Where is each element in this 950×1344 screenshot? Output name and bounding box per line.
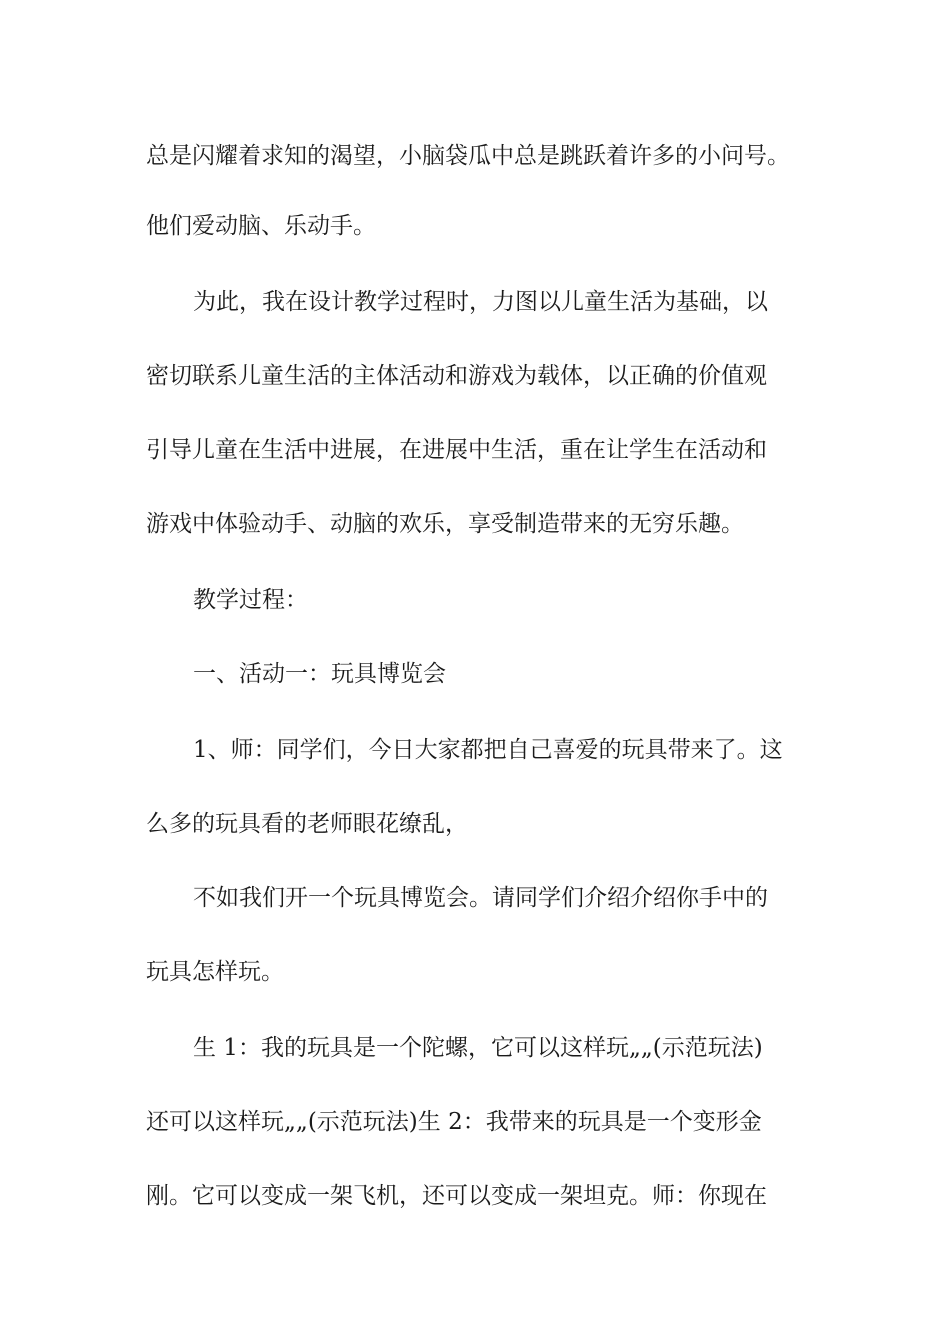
text-line: 么多的玩具看的老师眼花缭乱， bbox=[146, 811, 468, 837]
text-line: 玩具怎样玩。 bbox=[146, 959, 284, 985]
text-line: 总是闪耀着求知的渴望，小脑袋瓜中总是跳跃着许多的小问号。 bbox=[146, 143, 790, 169]
paragraph-line: 1、师：同学们，今日大家都把自己喜爱的玩具带来了。这 bbox=[193, 737, 783, 763]
section-heading: 教学过程： bbox=[193, 587, 308, 613]
paragraph-line: 不如我们开一个玩具博览会。请同学们介绍介绍你手中的 bbox=[193, 885, 768, 911]
text-line: 还可以这样玩„„(示范玩法)生 2：我带来的玩具是一个变形金 bbox=[146, 1109, 762, 1135]
text-line: 密切联系儿童生活的主体活动和游戏为载体，以正确的价值观 bbox=[146, 363, 767, 389]
text-line: 他们爱动脑、乐动手。 bbox=[146, 213, 376, 239]
text-line: 游戏中体验动手、动脑的欢乐，享受制造带来的无穷乐趣。 bbox=[146, 511, 744, 537]
paragraph-line: 生 1：我的玩具是一个陀螺，它可以这样玩„„(示范玩法) bbox=[193, 1035, 763, 1061]
text-line: 刚。它可以变成一架飞机，还可以变成一架坦克。师：你现在 bbox=[146, 1183, 767, 1209]
text-line: 引导儿童在生活中进展，在进展中生活，重在让学生在活动和 bbox=[146, 437, 767, 463]
activity-heading: 一、活动一：玩具博览会 bbox=[193, 661, 446, 687]
paragraph-line: 为此，我在设计教学过程时，力图以儿童生活为基础，以 bbox=[193, 289, 768, 315]
